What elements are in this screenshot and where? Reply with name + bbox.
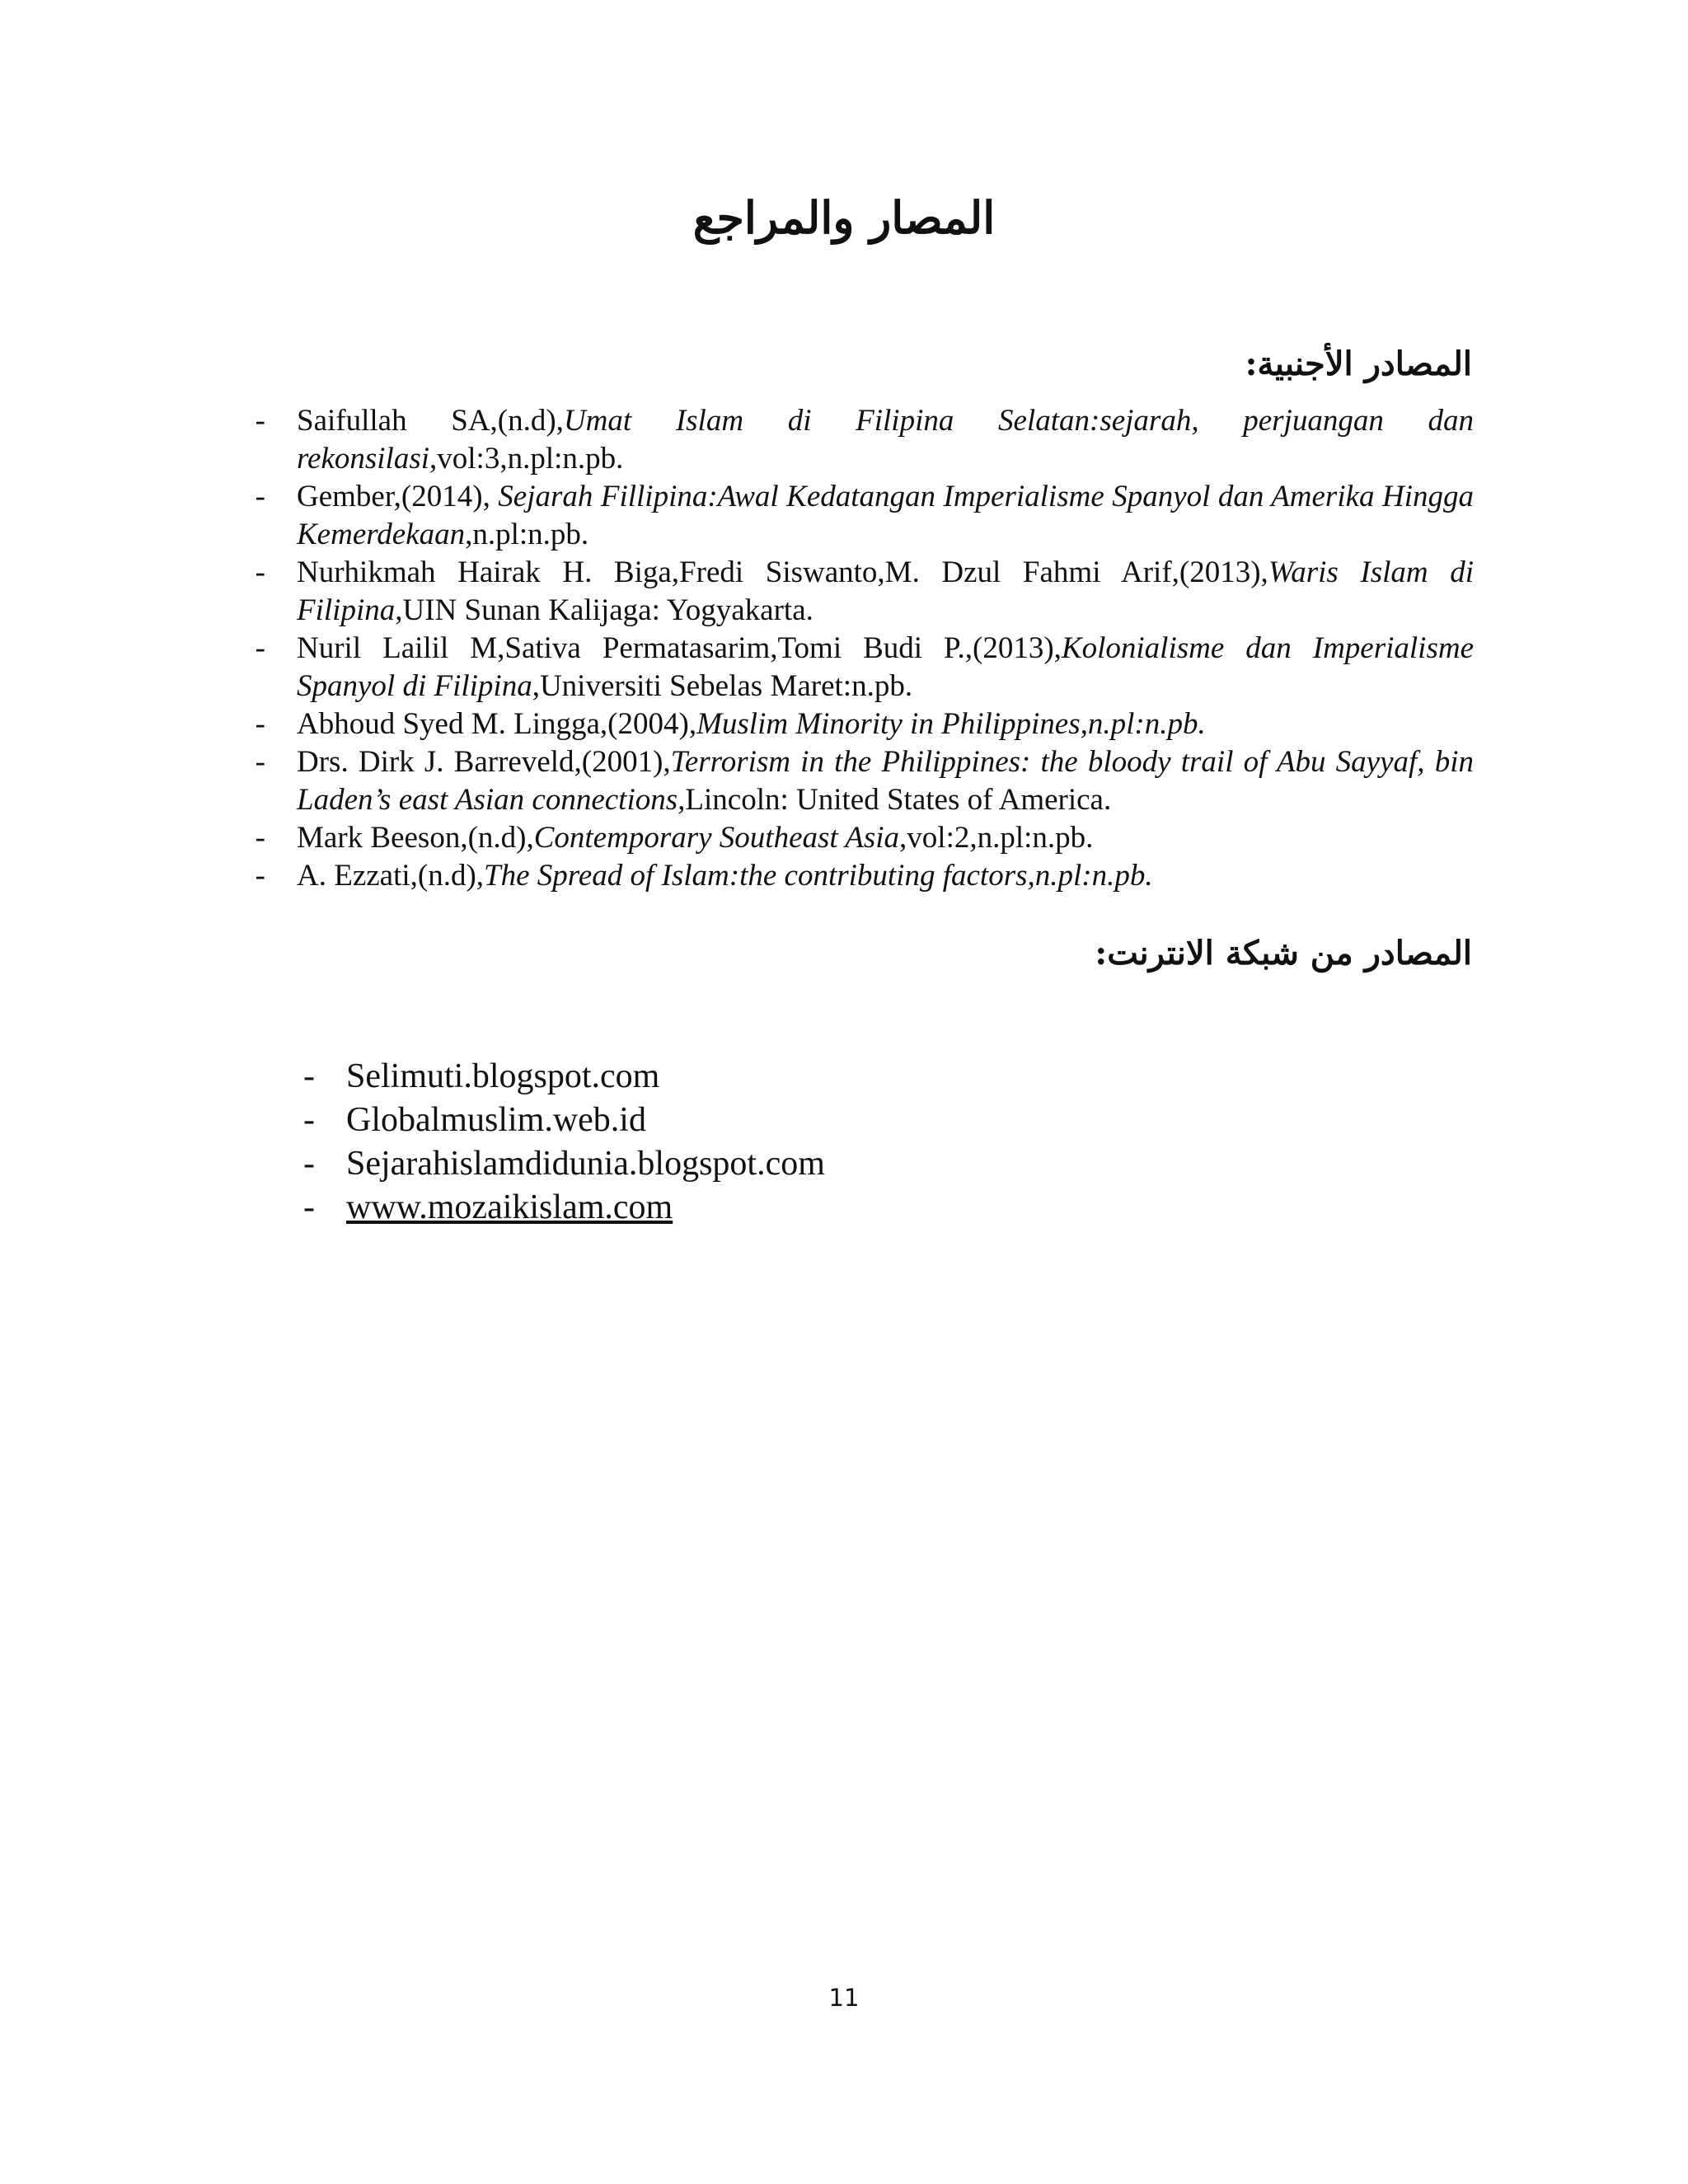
list-dash: -: [303, 1145, 315, 1183]
list-dash: -: [255, 859, 265, 893]
list-dash: -: [255, 480, 265, 513]
website-name: Globalmuslim.web.id: [346, 1101, 646, 1139]
list-dash: -: [303, 1101, 315, 1139]
reference-author: Saifullah SA,(n.d),: [297, 404, 564, 438]
reference-item: [255, 402, 1474, 478]
reference-title: Sejarah Fillipina:Awal Kedatangan Imperialisme Spanyol dan Amerika Hingga Kemerdekaan: [297, 480, 1474, 551]
reference-publication: Lincoln: United States of America.: [685, 783, 1112, 817]
website-link[interactable]: www.mozaikislam.com: [346, 1188, 673, 1226]
reference-item: [255, 630, 1474, 705]
list-dash: -: [255, 555, 265, 589]
website-item: [303, 1142, 1418, 1186]
reference-title: Waris Islam di Filipina: [297, 555, 1474, 627]
reference-title: Kolonialisme dan Imperialisme Spanyol di Filipina: [297, 631, 1474, 703]
foreign-sources-heading: المصادر الأجنبية:: [1245, 344, 1472, 383]
reference-author: Nurhikmah Hairak H. Biga,Fredi Siswanto,M. Dzul Fahmi Arif,(2013),: [297, 555, 1268, 589]
list-dash: -: [255, 745, 265, 779]
list-dash: -: [255, 404, 265, 438]
reference-title: Contemporary Southeast Asia: [533, 821, 900, 855]
internet-sources-heading: المصادر من شبكة الانترنت:: [1095, 934, 1472, 972]
website-link-item[interactable]: [303, 1186, 1418, 1230]
website-item: [303, 1055, 1418, 1099]
website-name: Sejarahislamdidunia.blogspot.com: [346, 1145, 825, 1183]
website-item: [303, 1099, 1418, 1142]
reference-title: Terrorism in the Philippines: the bloody trail of Abu Sayyaf, bin Laden’s east Asian connections,: [297, 745, 1474, 817]
list-dash: -: [255, 821, 265, 855]
reference-author: Abhoud Syed M. Lingga,(2004),: [297, 707, 697, 741]
internet-sources-list: [303, 1055, 1418, 1230]
website-name: Selimuti.blogspot.com: [346, 1057, 660, 1095]
list-dash: -: [255, 707, 265, 741]
list-dash: -: [303, 1057, 315, 1095]
page-title: المصار والمراجع: [692, 191, 996, 244]
reference-publication: ,vol:3,n.pl:n.pb.: [429, 442, 624, 476]
reference-item: [255, 705, 1474, 743]
reference-title: Umat Islam di Filipina Selatan:sejarah, perjuangan dan rekonsilasi: [297, 404, 1474, 476]
reference-author: Drs. Dirk J. Barreveld,(2001),: [297, 745, 671, 779]
foreign-references-list: [255, 402, 1474, 895]
list-dash: -: [255, 631, 265, 665]
reference-publication: ,Universiti Sebelas Maret:n.pb.: [532, 669, 913, 703]
reference-item: [255, 554, 1474, 630]
reference-item: [255, 857, 1474, 895]
reference-item: [255, 743, 1474, 819]
reference-author: Nuril Lailil M,Sativa Permatasarim,Tomi Budi P.,(2013),: [297, 631, 1062, 665]
reference-publication: ,UIN Sunan Kalijaga: Yogyakarta.: [395, 593, 814, 627]
page-number: 11: [828, 1984, 860, 2012]
list-dash: -: [303, 1188, 315, 1226]
reference-publication: ,vol:2,n.pl:n.pb.: [899, 821, 1094, 855]
reference-author: A. Ezzati,(n.d),: [297, 859, 485, 893]
reference-item: [255, 819, 1474, 857]
reference-author: Mark Beeson,(n.d),: [297, 821, 534, 855]
reference-title: The Spread of Islam:the contributing factors,n.pl:n.pb.: [484, 859, 1153, 893]
reference-title: Muslim Minority in Philippines,n.pl:n.pb.: [696, 707, 1206, 741]
reference-publication: ,n.pl:n.pb.: [465, 518, 589, 551]
reference-item: [255, 478, 1474, 554]
reference-author: Gember,(2014),: [297, 480, 499, 513]
